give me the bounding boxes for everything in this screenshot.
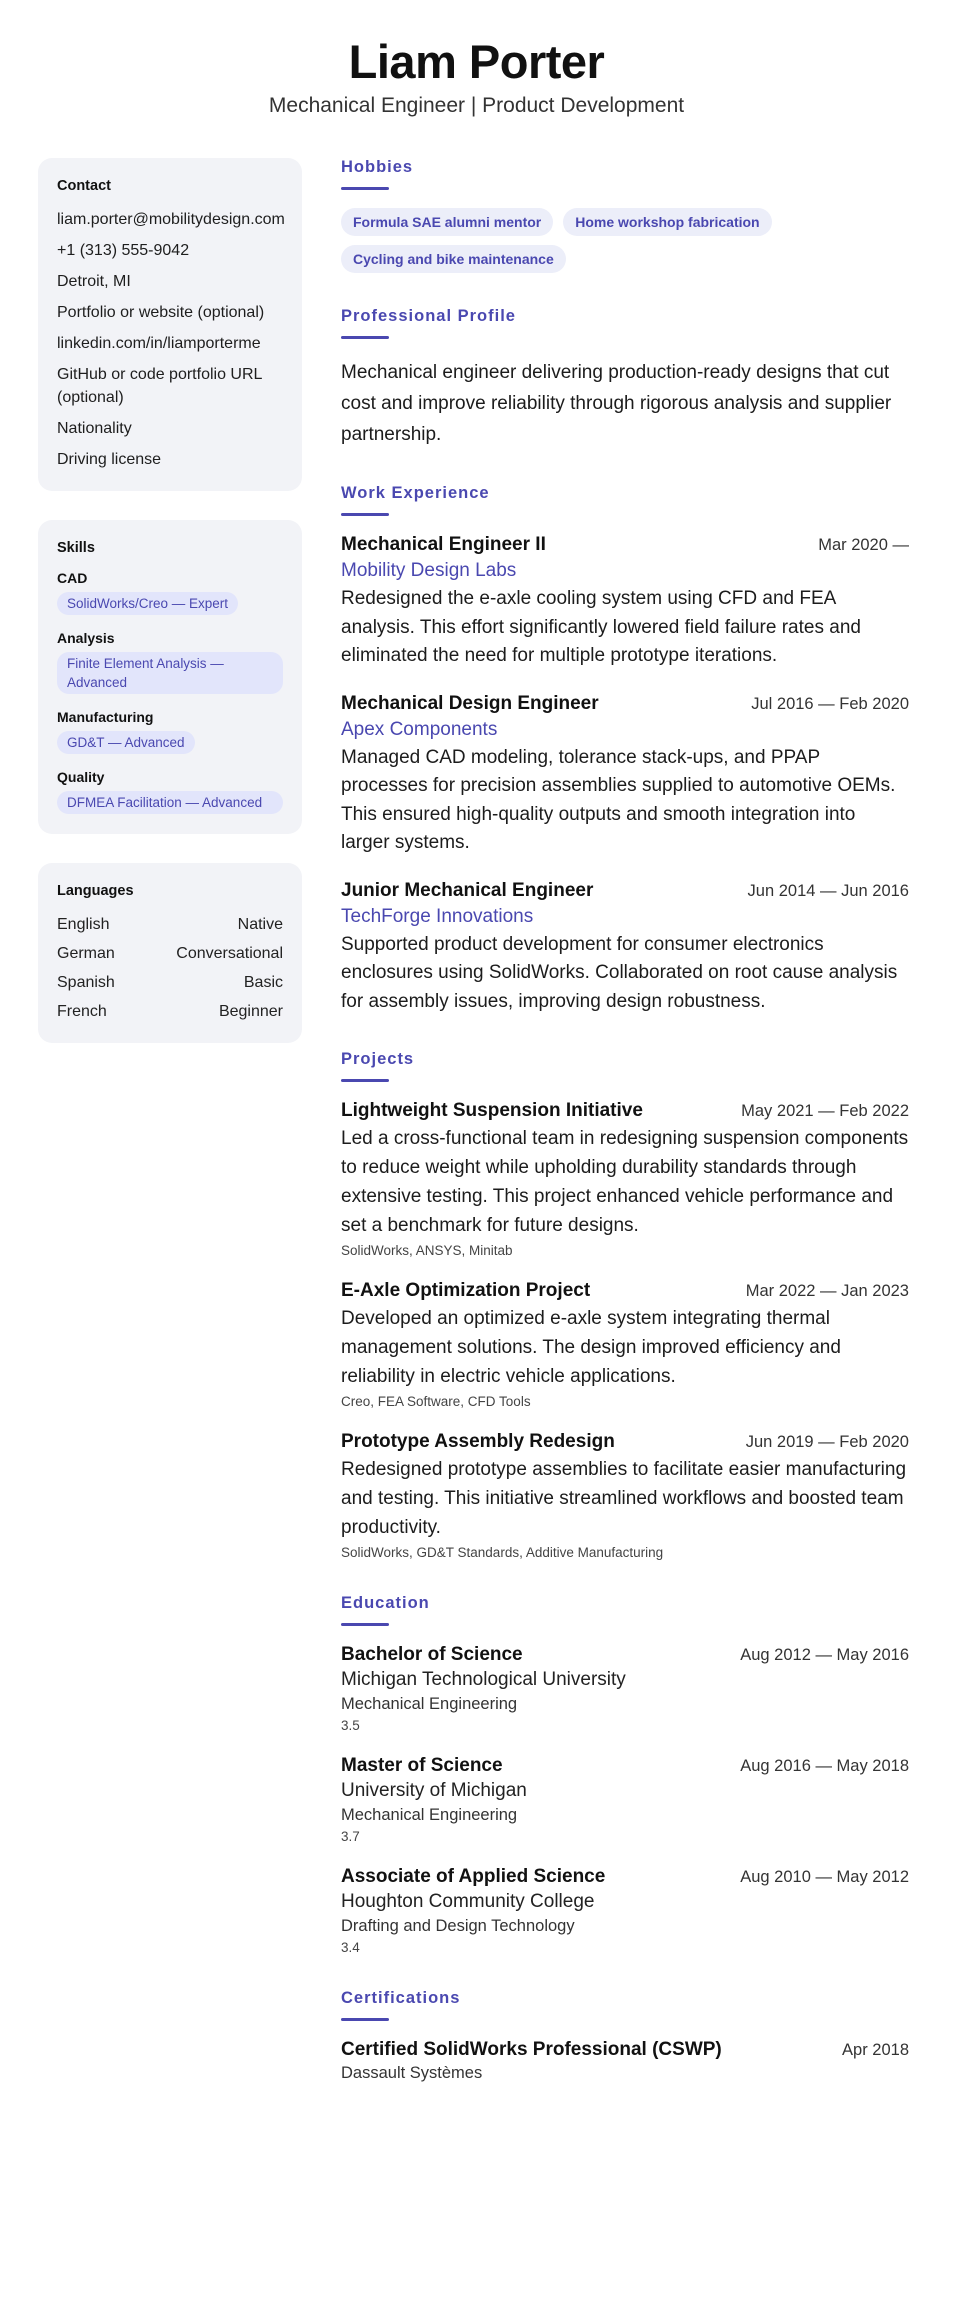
job-dates: Jun 2014 — Jun 2016 [747,881,909,900]
language-name: English [57,916,110,933]
skill-pill: SolidWorks/Creo — Expert [57,592,238,615]
language-level: Basic [243,974,283,991]
project-dates: Mar 2022 — Jan 2023 [745,1282,909,1300]
contact-linkedin[interactable]: linkedin.com/in/liamporterme [57,335,261,352]
section-divider [341,513,389,516]
language-row [57,971,283,994]
skill-group [57,709,283,754]
language-name: Spanish [57,974,115,991]
job-dates: Jul 2016 — Feb 2020 [751,694,909,713]
project-description: Redesigned prototype assemblies to facilitate easier manufacturing and testing. This initiative streamlined workflows and boosted team productivity. [341,1459,907,1538]
project-entry [341,1100,909,1258]
section-title: Hobbies [341,158,414,176]
section-title: Work Experience [341,484,490,502]
hobby-list [341,208,909,273]
project-entry [341,1280,909,1409]
main-content [341,158,909,2117]
company-name: Mobility Design Labs [341,560,517,581]
candidate-name: Liam Porter [348,35,605,88]
education-dates: Aug 2010 — May 2012 [740,1868,909,1886]
certification-date: Apr 2018 [842,2041,909,2059]
hobby-pill: Cycling and bike maintenance [341,245,566,273]
experience-entry [341,693,909,858]
contact-location: Detroit, MI [57,273,131,290]
experience-section [341,484,909,1016]
hobby-pill: Formula SAE alumni mentor [341,208,553,236]
job-description: Managed CAD modeling, tolerance stack-ups, and PPAP processes for precision assemblies supplied to automotive OEMs. This ensured high-quality outputs and smooth integration into larger systems. [341,746,896,853]
school-name: University of Michigan [341,1780,527,1801]
language-row [57,913,283,936]
skills-card [38,520,302,834]
project-name: E-Axle Optimization Project [341,1280,591,1301]
certification-issuer: Dassault Systèmes [341,2064,483,2082]
field-of-study: Mechanical Engineering [341,1806,518,1824]
language-level: Conversational [176,945,283,962]
language-name: German [57,945,115,962]
languages-heading: Languages [57,883,134,899]
job-title: Mechanical Design Engineer [341,692,599,714]
language-name: French [57,1003,107,1020]
field-of-study: Drafting and Design Technology [341,1917,575,1935]
section-title: Education [341,1594,430,1612]
school-name: Michigan Technological University [341,1669,626,1690]
education-dates: Aug 2012 — May 2016 [740,1646,909,1664]
section-title: Projects [341,1050,415,1068]
project-tech: SolidWorks, ANSYS, Minitab [341,1243,513,1258]
section-divider [341,2018,389,2021]
contact-email[interactable]: liam.porter@mobilitydesign.com [57,211,285,228]
project-description: Led a cross-functional team in redesigning suspension components to reduce weight while upholding durability standards through extensive testing. This project enhanced vehicle performance and set a benchmark for future designs. [341,1128,909,1236]
job-title: Junior Mechanical Engineer [341,879,594,901]
contact-card [38,158,302,491]
company-name: Apex Components [341,718,498,740]
language-level: Native [237,916,283,933]
language-row [57,1000,283,1023]
job-title: Mechanical Engineer II [341,534,546,555]
skill-group [57,570,283,615]
contact-heading: Contact [57,178,111,194]
gpa: 3.7 [341,1829,360,1844]
project-name: Prototype Assembly Redesign [341,1431,615,1452]
project-dates: Jun 2019 — Feb 2020 [745,1433,909,1451]
school-name: Houghton Community College [341,1891,595,1912]
hobby-pill: Home workshop fabrication [563,208,771,236]
gpa: 3.4 [341,1940,360,1955]
profile-section [341,307,909,450]
education-entry [341,1866,909,1955]
degree-name: Bachelor of Science [341,1644,523,1665]
degree-name: Associate of Applied Science [341,1866,606,1887]
language-row [57,942,283,965]
skill-pill: Finite Element Analysis — Advanced [57,652,283,694]
project-dates: May 2021 — Feb 2022 [741,1102,909,1120]
education-section [341,1594,909,1955]
company-name: TechForge Innovations [341,905,534,927]
contact-driving-license: Driving license [57,451,162,468]
contact-phone[interactable]: +1 (313) 555-9042 [57,242,190,259]
profile-summary: Mechanical engineer delivering production-ready designs that cut cost and improve reliability through rigorous analysis and supplier partnership. [341,362,892,445]
candidate-headline: Mechanical Engineer | Product Development [268,93,685,117]
project-description: Developed an optimized e-axle system integrating thermal management solutions. The design improved efficiency and reliability in electric vehicle applications. [341,1308,841,1387]
job-dates: Mar 2020 — [818,536,909,554]
languages-card [38,863,302,1043]
section-title: Professional Profile [341,307,516,325]
project-tech: Creo, FEA Software, CFD Tools [341,1394,531,1409]
projects-section [341,1050,909,1560]
education-entry [341,1644,909,1733]
degree-name: Master of Science [341,1755,503,1776]
hobbies-section [341,158,909,273]
job-description: Supported product development for consumer electronics enclosures using SolidWorks. Collaborated on root cause analysis for assembly issues, improving design robustness. [341,933,898,1012]
contact-portfolio[interactable]: Portfolio or website (optional) [57,304,265,321]
skill-pill: GD&T — Advanced [57,731,195,754]
skill-category: Quality [57,769,105,785]
project-name: Lightweight Suspension Initiative [341,1100,643,1121]
skill-category: Analysis [57,630,115,646]
skill-category: Manufacturing [57,709,154,725]
section-divider [341,1623,389,1626]
project-entry [341,1431,909,1560]
skills-heading: Skills [57,540,95,556]
field-of-study: Mechanical Engineering [341,1695,518,1713]
section-divider [341,336,389,339]
skill-pill: DFMEA Facilitation — Advanced [57,791,283,814]
section-title: Certifications [341,1989,461,2007]
experience-entry [341,534,909,671]
skill-category: CAD [57,570,88,586]
certifications-section [341,1989,909,2083]
job-description: Redesigned the e-axle cooling system using CFD and FEA analysis. This effort significantly lowered field failure rates and eliminated the need for multiple prototype iterations. [341,588,861,666]
contact-nationality: Nationality [57,420,132,437]
sidebar [38,158,302,1072]
education-entry [341,1755,909,1844]
certification-entry [341,2039,909,2083]
section-divider [341,187,389,190]
section-divider [341,1079,389,1082]
certification-name: Certified SolidWorks Professional (CSWP) [341,2039,722,2060]
resume-header [0,0,953,118]
education-dates: Aug 2016 — May 2018 [740,1757,909,1775]
contact-github[interactable]: GitHub or code portfolio URL (optional) [57,366,262,406]
language-level: Beginner [218,1003,283,1020]
skill-group [57,769,283,814]
gpa: 3.5 [341,1718,360,1733]
experience-entry [341,880,909,1017]
project-tech: SolidWorks, GD&T Standards, Additive Manufacturing [341,1545,664,1560]
skill-group [57,630,283,694]
